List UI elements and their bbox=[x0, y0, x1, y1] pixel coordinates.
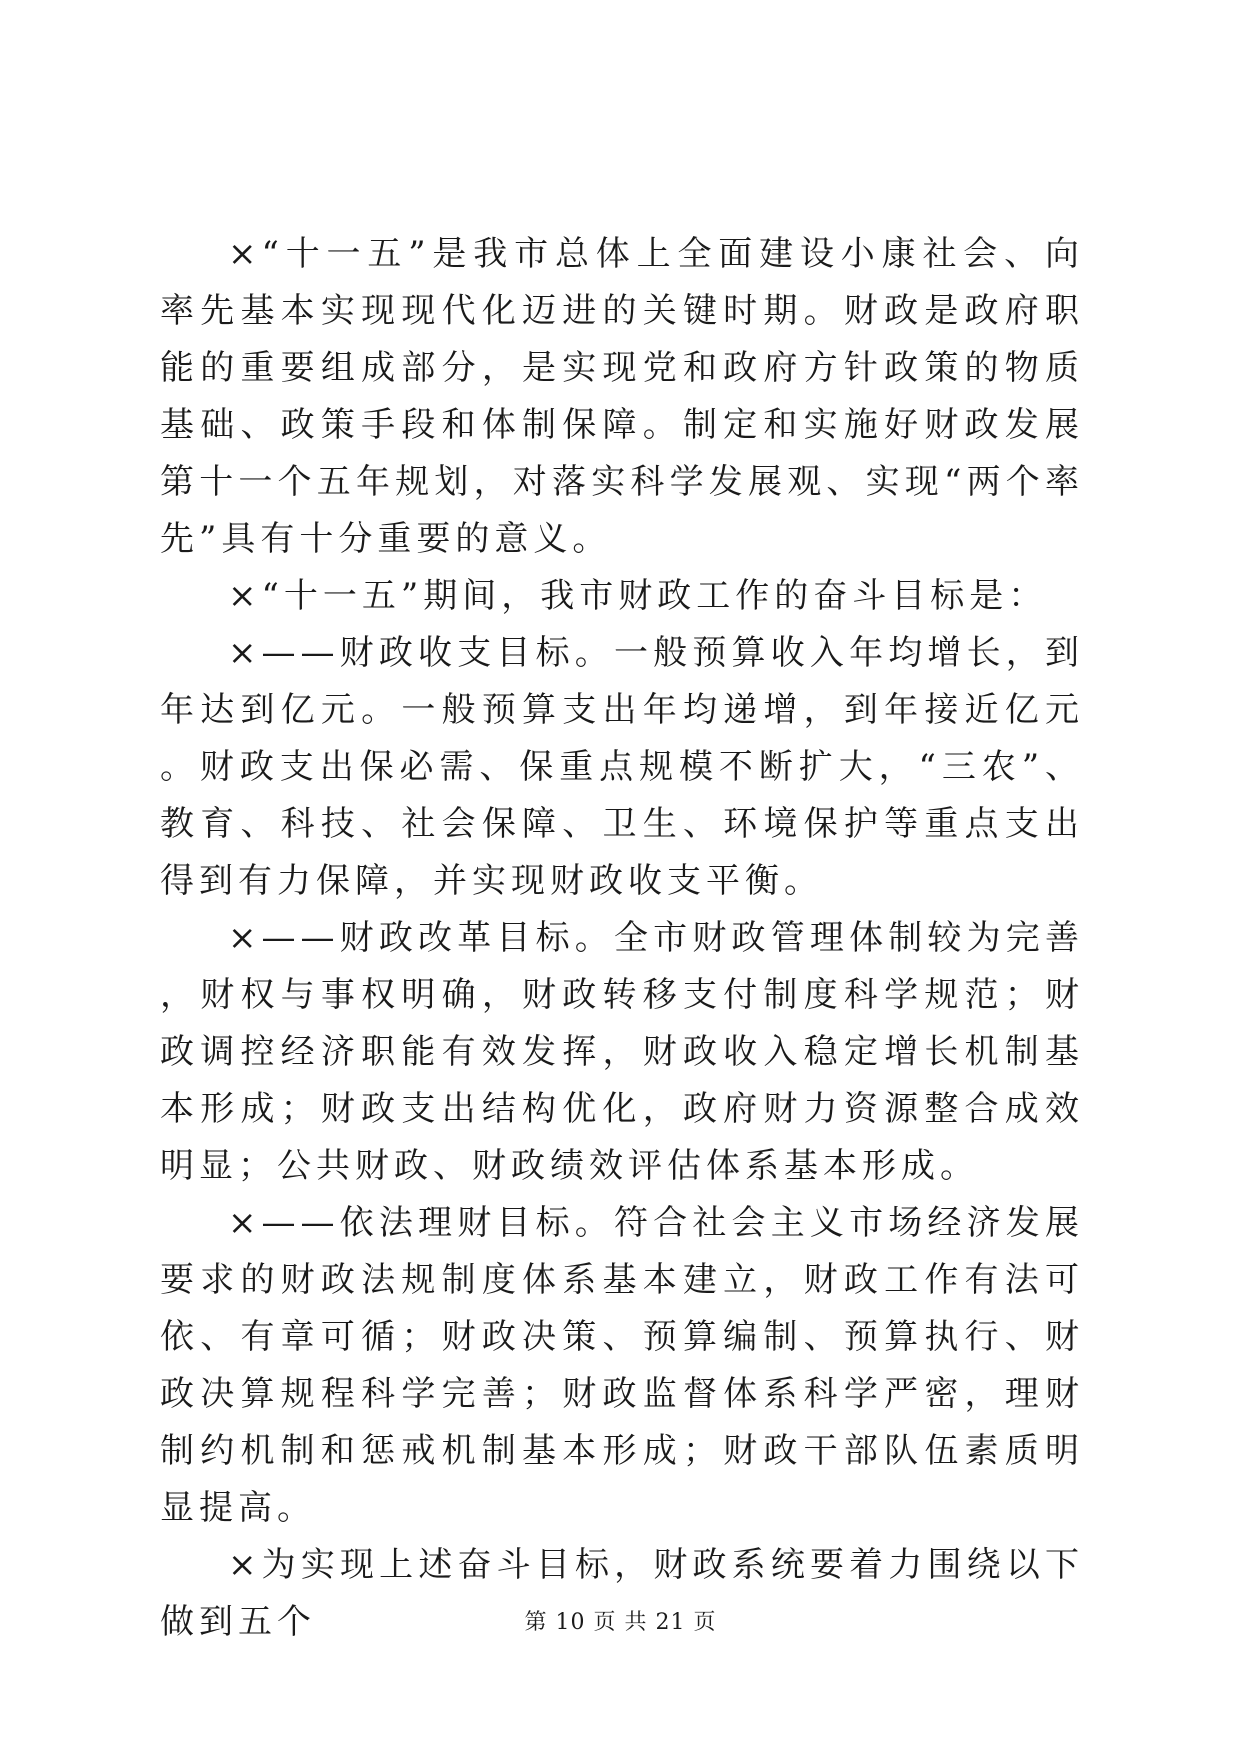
paragraph: ×“十一五”期间，我市财政工作的奋斗目标是： bbox=[228, 576, 1048, 616]
paragraph: ×——依法理财目标。符合社会主义市场经济发展要求的财政法规制度体系基本建立，财政工作有法可依、有章可循；财政决策、预算编制、预算执行、财政决算规程科学完善；财政监督体系科学严密，理财制约机制和惩戒机制基本形成；财政干部队伍素质明显提高。 bbox=[160, 1203, 1084, 1528]
document-body bbox=[160, 226, 1084, 1651]
paragraph: ×——财政改革目标。全市财政管理体制较为完善，财权与事权明确，财政转移支付制度科学规范；财政调控经济职能有效发挥，财政收入稳定增长机制基本形成；财政支出结构优化，政府财力资源整合成效明显；公共财政、财政绩效评估体系基本形成。 bbox=[160, 918, 1084, 1186]
page-number-footer: 第 10 页 共 21 页 bbox=[524, 1610, 717, 1635]
paragraph: ×——财政收支目标。一般预算收入年均增长，到年达到亿元。一般预算支出年均递增，到年接近亿元。财政支出保必需、保重点规模不断扩大，“三农”、教育、科技、社会保障、卫生、环境保护等重点支出得到有力保障，并实现财政收支平衡。 bbox=[160, 633, 1084, 901]
paragraph: ×“十一五”是我市总体上全面建设小康社会、向率先基本实现现代化迈进的关键时期。财政是政府职能的重要组成部分，是实现党和政府方针政策的物质基础、政策手段和体制保障。制定和实施好财政发展第十一个五年规划，对落实科学发展观、实现“两个率先”具有十分重要的意义。 bbox=[160, 234, 1084, 559]
paragraph: ×为实现上述奋斗目标，财政系统要着力围绕以下做到五个 bbox=[160, 1545, 1084, 1642]
